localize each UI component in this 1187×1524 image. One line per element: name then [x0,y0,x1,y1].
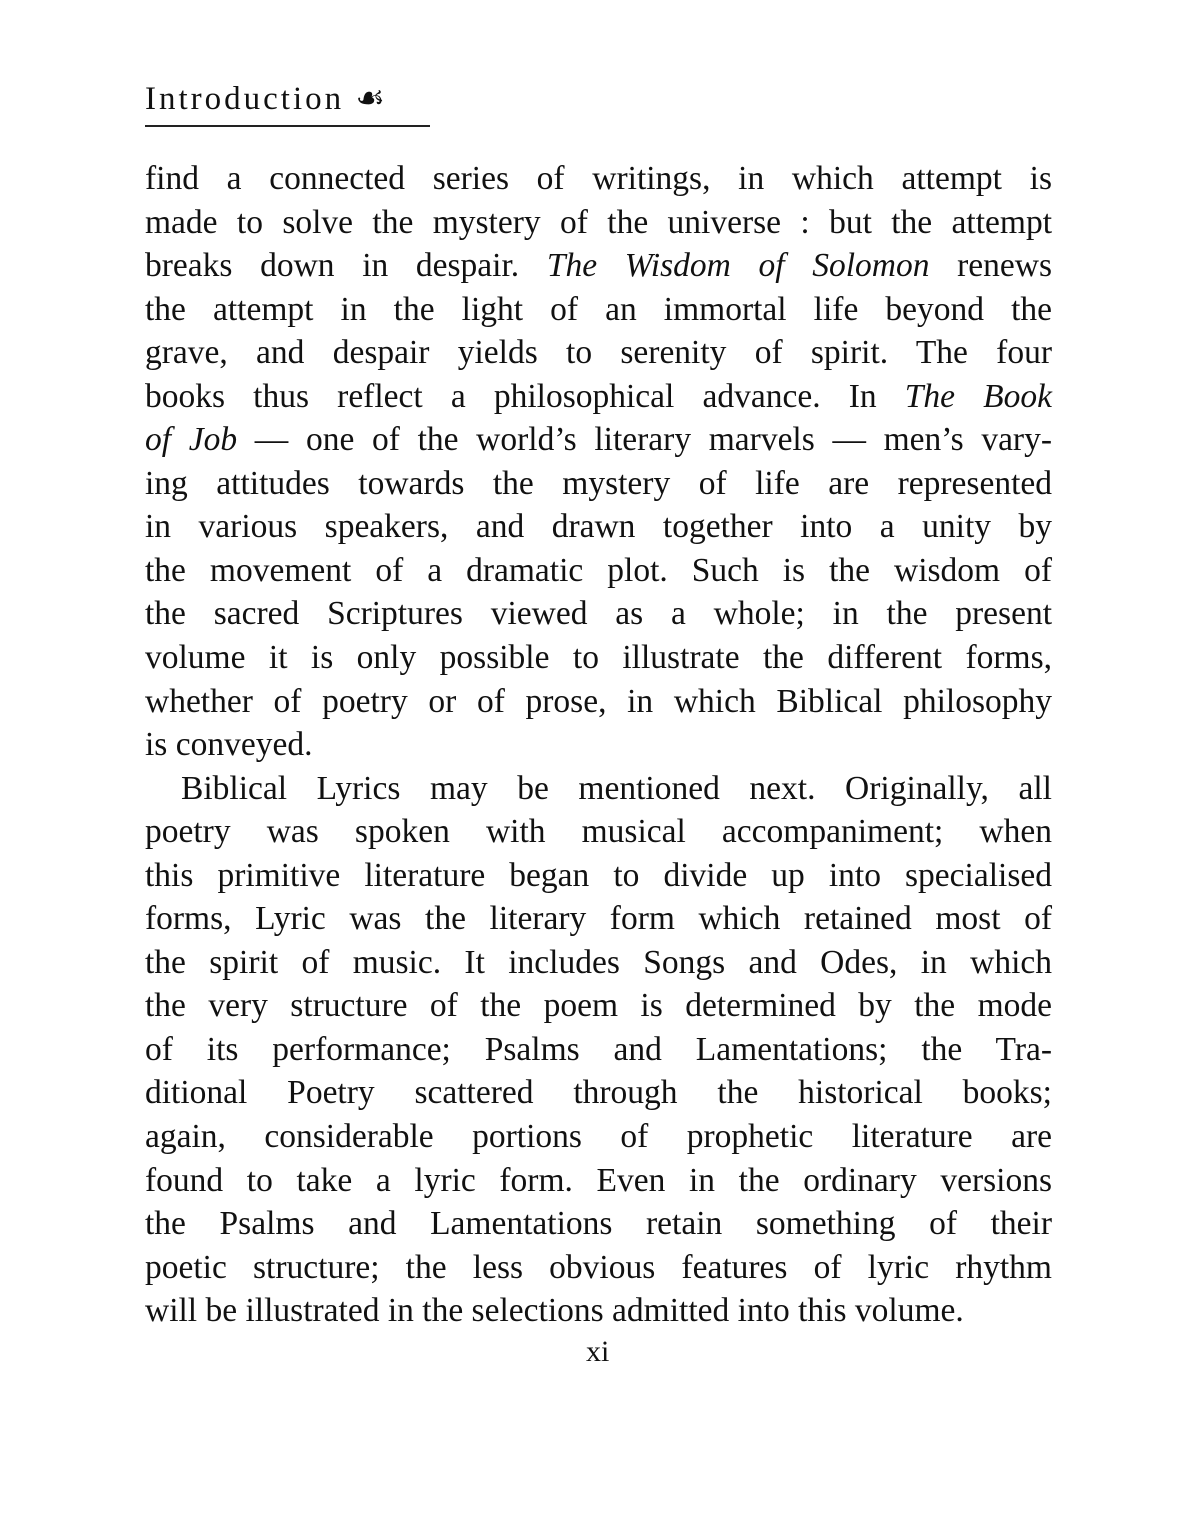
text-segment: poetry was spoken with musical accompaniment; when [145,813,1052,851]
text-segment: this primitive literature began to divide up into specialised [145,856,1052,894]
text-segment: the spirit of music. It includes Songs and Odes, in which [145,943,1052,981]
header-rule [145,125,430,127]
text-segment: ditional Poetry scattered through the historical books; [145,1074,1052,1112]
text-line [145,897,1052,941]
text-line [145,418,1052,462]
text-line [145,1289,1052,1333]
text-segment: whether of poetry or of prose, in which Biblical philosophy [145,682,1052,720]
text-line [145,331,1052,375]
text-line [145,375,1052,419]
paragraph [145,157,1052,767]
text-line [145,680,1052,724]
text-segment: find a connected series of writings, in which attempt is [145,160,1052,197]
text-line [145,810,1052,854]
text-segment: ing attitudes towards the mystery of life are represented [145,464,1052,502]
text-line [145,157,1052,201]
text-segment: forms, Lyric was the literary form which retained most of [145,900,1052,938]
text-line [145,592,1052,636]
text-line [145,549,1052,593]
text-segment: the Psalms and Lamentations retain something of their [145,1205,1052,1243]
text-segment: volume it is only possible to illustrate the different forms, [145,639,1052,677]
text-line [145,1028,1052,1072]
text-line [145,941,1052,985]
text-segment: will be illustrated in the selections admitted into this volume. [145,1292,964,1330]
italic-title: The Book [904,377,1052,415]
text-segment: breaks down in despair. [145,247,547,285]
body-text [145,157,1052,1333]
text-line [145,767,1052,811]
text-line [145,984,1052,1028]
text-line [145,1202,1052,1246]
text-segment: — one of the world’s literary marvels — men’s vary- [237,421,1052,459]
header-title: Introduction [145,81,345,117]
text-segment: found to take a lyric form. Even in the ordinary versions [145,1161,1052,1199]
text-line [145,244,1052,288]
running-header [145,78,388,118]
text-segment: again, considerable portions of prophetic literature are [145,1118,1052,1156]
text-segment: the movement of a dramatic plot. Such is the wisdom of [145,551,1052,589]
text-line [145,505,1052,549]
text-line [145,288,1052,332]
text-segment: grave, and despair yields to serenity of spirit. The four [145,334,1052,372]
text-segment: the attempt in the light of an immortal life beyond the [145,290,1052,328]
text-segment: the very structure of the poem is determined by the mode [145,987,1052,1025]
text-segment: is conveyed. [145,726,313,764]
text-line [145,1071,1052,1115]
text-segment: books thus reflect a philosophical advance. In [145,377,905,415]
italic-title: The Wisdom of Solomon [546,247,930,285]
text-line [145,201,1052,245]
text-line [145,1115,1052,1159]
text-segment: of its performance; Psalms and Lamentations; the Tra- [145,1030,1052,1068]
text-segment: in various speakers, and drawn together into a unity by [145,508,1052,546]
text-line [145,854,1052,898]
text-segment: the sacred Scriptures viewed as a whole; in the present [145,595,1052,633]
paragraph [145,767,1052,1333]
text-segment: made to solve the mystery of the universe : but the attempt [145,203,1052,241]
text-line [145,1159,1052,1203]
text-segment: poetic structure; the less obvious features of lyric rhythm [145,1248,1052,1286]
text-segment: renews [929,247,1052,285]
ornament-icon: ☙ [355,81,388,117]
italic-title: of Job [145,421,238,459]
page-number: xi [586,1335,610,1368]
text-segment: Biblical Lyrics may be mentioned next. Originally, all [181,769,1052,807]
text-line [145,636,1052,680]
text-line [145,1246,1052,1290]
text-line [145,723,1052,767]
text-line [145,462,1052,506]
